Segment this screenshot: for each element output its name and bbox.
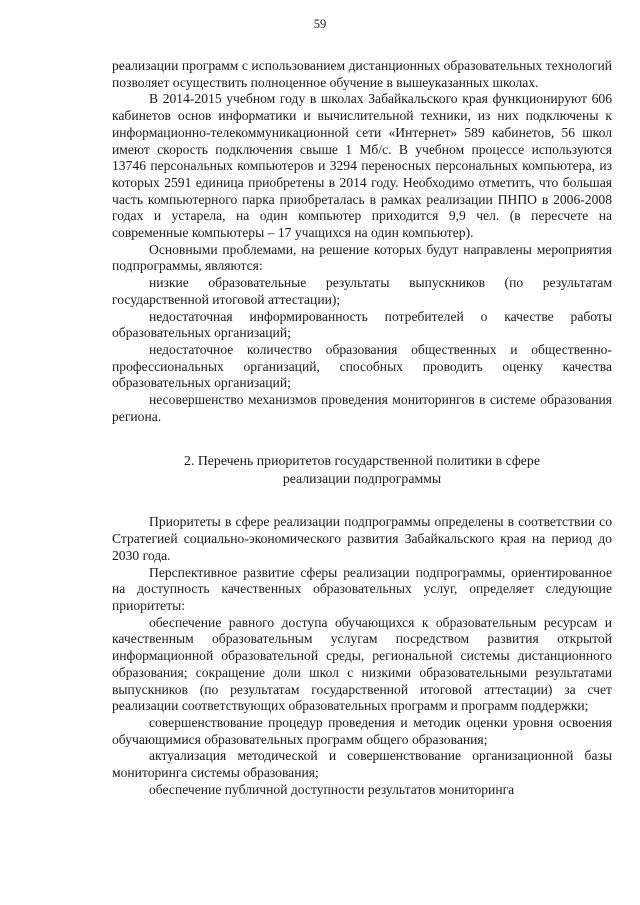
list-item: актуализация методической и совершенствование организационной базы мониторинга системы образования; — [112, 748, 612, 781]
list-item: обеспечение публичной доступности результатов мониторинга — [149, 781, 515, 797]
list-item: совершенствование процедур проведения и методик оценки уровня освоения обучающимися образовательных программ общего образования; — [112, 714, 612, 747]
list-item: обеспечение равного доступа обучающихся к образовательным ресурсам и качественным образовательным услугам посредством развития открытой информационной образовательной среды, региональной системы дистанционного образования; сокращение доли школ с низкими образовательными результатами выпускников (по результатам государственной итоговой аттестации) за счет реализации соответствующих образовательных программ и программ поддержки; — [112, 614, 612, 714]
section-heading-line: 2. Перечень приоритетов государственной политики в сфере — [184, 453, 540, 469]
page-content — [112, 58, 612, 798]
list-item: несовершенство механизмов проведения мониторингов в системе образования региона. — [112, 392, 612, 424]
paragraph: В 2014-2015 учебном году в школах Забайкальского края функционируют 606 кабинетов основ информатики и вычислительной техники, из них подключены к информационно-телекоммуникационной сети «Интернет» 589 кабинетов, 56 школ имеют скорость подключения свыше 1 Мб/с. В учебном процессе используются 13746 персональных компьютеров и 3294 переносных персональных компьютера, из которых 2591 единица приобретены в 2014 году. Необходимо отметить, что большая часть компьютерного парка приобреталась в рамках реализации ПНПО в 2006-2008 годах и устарела, на один компьютер приходится 9,9 чел. (в пересчете на современные компьютеры – 17 учащихся на один компьютер). — [112, 91, 612, 241]
paragraph: Перспективное развитие сферы реализации подпрограммы, ориентированное на доступность качественных образовательных услуг, определяет следующие приоритеты: — [112, 564, 612, 613]
section-heading — [112, 452, 612, 488]
paragraph: Основными проблемами, на решение которых будут направлены мероприятия подпрограммы, являются: — [112, 241, 612, 274]
section-heading-line: реализации подпрограммы — [282, 471, 442, 487]
page-number: 59 — [313, 17, 327, 31]
list-item: недостаточная информированность потребителей о качестве работы образовательных организаций; — [112, 308, 612, 341]
paragraph: Приоритеты в сфере реализации подпрограммы определены в соответствии со Стратегией социально-экономического развития Забайкальского края на период до 2030 года. — [112, 514, 612, 563]
paragraph: реализации программ с использованием дистанционных образовательных технологий позволяет осуществить полноценное обучение в вышеуказанных школах. — [112, 58, 612, 90]
list-item: недостаточное количество образования общественных и общественно-профессиональных организаций, способных проводить оценку качества образовательных организаций; — [112, 341, 612, 391]
list-item: низкие образовательные результаты выпускников (по результатам государственной итоговой аттестации); — [112, 275, 612, 307]
